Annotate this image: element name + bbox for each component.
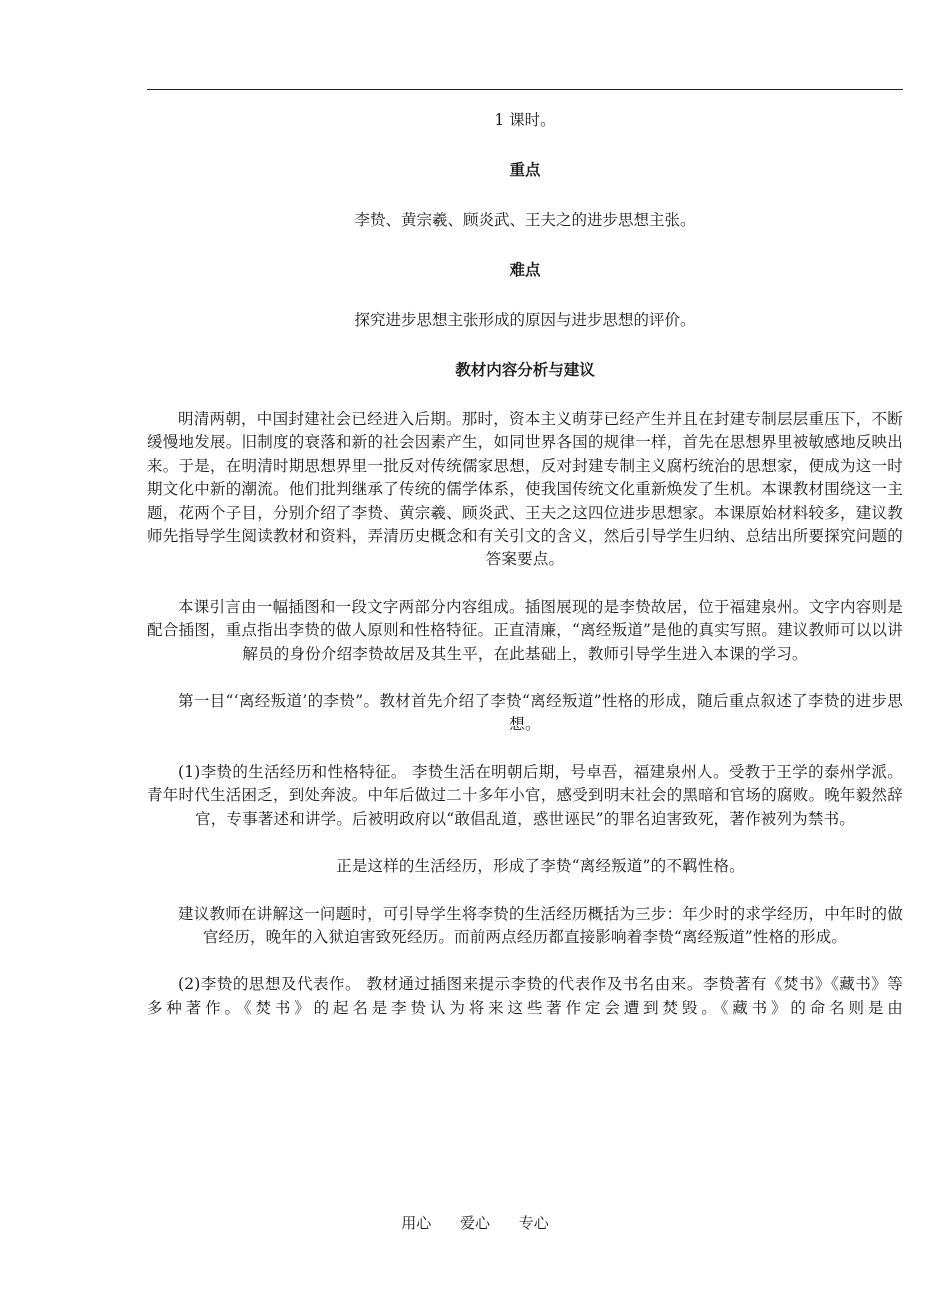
paragraph: (1)李贽的生活经历和性格特征。 李贽生活在明朝后期，号卓吾，福建泉州人。受教于王学的泰州学派。青年时代生活困乏，到处奔波。中年后做过二十多年小官，感受到明末社会的黑暗和官场的腐败。晚年毅然辞官，专事著述和讲学。后被明政府以“敢倡乱道，惑世诬民”的罪名迫害致死，著作被列为禁书。	[147, 762, 903, 828]
page-footer	[0, 1212, 950, 1233]
analysis-heading: 教材内容分析与建议	[455, 361, 595, 379]
paragraph: 明清两朝，中国封建社会已经进入后期。那时，资本主义萌芽已经产生并且在封建专制层层重压下，不断缓慢地发展。旧制度的衰落和新的社会因素产生，如同世界各国的规律一样，首先在思想界里被敏感地反映出来。于是，在明清时期思想界里一批反对传统儒家思想，反对封建专制主义腐朽统治的思想家，便成为这一时期文化中新的潮流。他们批判继承了传统的儒学体系，使我国传统文化重新焕发了生机。本课教材围绕这一主题，花两个子目，分别介绍了李贽、黄宗羲、顾炎武、王夫之这四位进步思想家。本课原始材料较多，建议教师先指导学生阅读教材和资料，弄清历史概念和有关引文的含义，然后引导学生归纳、总结出所要探究问题的答案要点。	[147, 410, 903, 569]
key-points-text: 李贽、黄宗羲、顾炎武、王夫之的进步思想主张。	[354, 211, 696, 229]
class-hours: 1 课时。	[494, 111, 556, 129]
header-rule	[147, 89, 903, 90]
document-body	[147, 108, 903, 1020]
paragraph: 正是这样的生活经历，形成了李贽“离经叛道”的不羁性格。	[336, 857, 745, 876]
difficulty-heading: 难点	[509, 261, 541, 279]
footer-item: 用心	[401, 1214, 432, 1232]
footer-item: 专心	[518, 1214, 549, 1232]
key-points-heading: 重点	[509, 161, 541, 179]
paragraph: 第一目“‘离经叛道’的李贽”。教材首先介绍了李贽“离经叛道”性格的形成，随后重点叙述了李贽的进步思想。	[178, 692, 903, 734]
paragraph: (2)李贽的思想及代表作。 教材通过插图来提示李贽的代表作及书名由来。李贽著有《焚书》《藏书》等多种著作。《焚书》的起名是李贽认为将来这些著作定会遭到焚毁。《藏书》的命名则是由	[147, 975, 903, 1017]
paragraph: 本课引言由一幅插图和一段文字两部分内容组成。插图展现的是李贽故居，位于福建泉州。文字内容则是配合插图，重点指出李贽的做人原则和性格特征。正直清廉，“离经叛道”是他的真实写照。建议教师可以以讲解员的身份介绍李贽故居及其生平，在此基础上，教师引导学生进入本课的学习。	[147, 597, 903, 663]
difficulty-text: 探究进步思想主张形成的原因与进步思想的评价。	[354, 311, 696, 329]
footer-item: 爱心	[459, 1214, 490, 1232]
paragraph: 建议教师在讲解这一问题时，可引导学生将李贽的生活经历概括为三步：年少时的求学经历，中年时的做官经历，晚年的入狱迫害致死经历。而前两点经历都直接影响着李贽“离经叛道”性格的形成。	[178, 904, 903, 946]
